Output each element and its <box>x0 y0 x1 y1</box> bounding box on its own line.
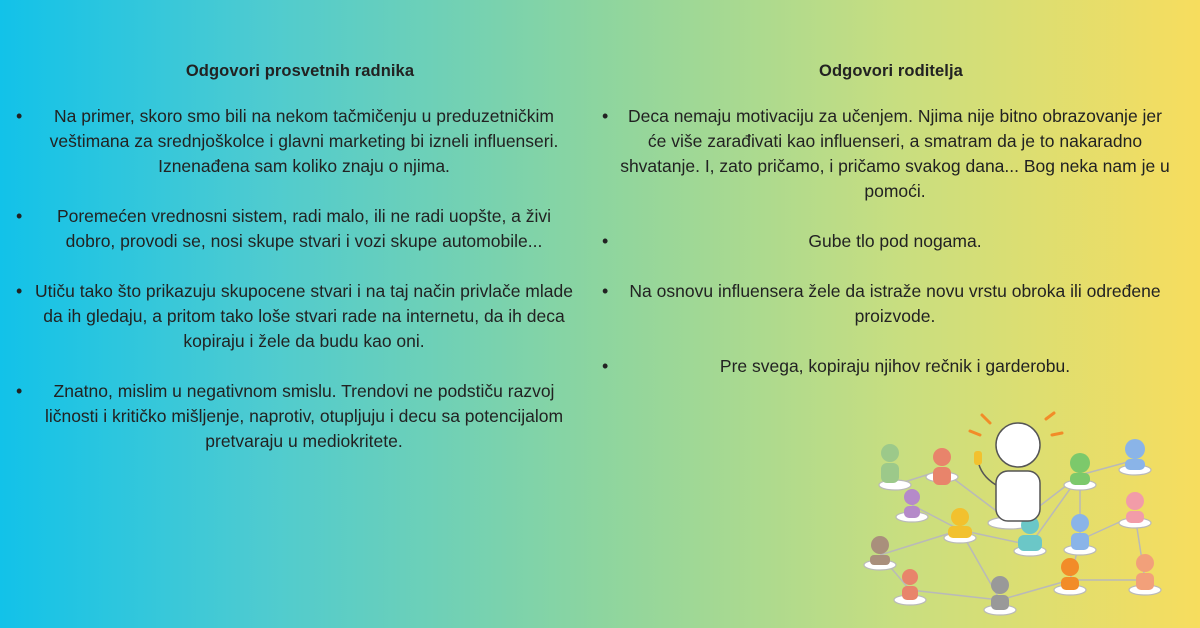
bullet: • <box>16 106 23 126</box>
bullet: • <box>16 381 23 401</box>
teachers-answers-list <box>16 104 580 454</box>
bullet: • <box>602 106 609 126</box>
answer-text: Utiču tako što prikazuju skupocene stvari i na taj način privlače mlade da ih gledaju, a pritom tako loše stvari rade na internetu, da ih deca kopiraju i žele da budu kao oni. <box>35 281 573 351</box>
list-item <box>602 104 1176 204</box>
list-item <box>16 104 580 179</box>
list-item <box>602 354 1176 379</box>
answer-text: Znatno, mislim u negativnom smislu. Trendovi ne podstiču razvoj ličnosti i kritičko mišljenje, naprotiv, otupljuju i decu sa potencijalom pretvaraju u mediokritete. <box>44 381 564 451</box>
teachers-column <box>16 62 580 479</box>
list-item <box>16 279 580 354</box>
list-item <box>602 279 1176 329</box>
influencer-network-icon <box>850 405 1190 625</box>
answer-text: Gube tlo pod nogama. <box>808 231 982 251</box>
list-item <box>602 229 1176 254</box>
list-item <box>16 204 580 254</box>
bullet: • <box>602 281 609 301</box>
bullet: • <box>602 231 609 251</box>
parents-column <box>602 62 1176 404</box>
list-item <box>16 379 580 454</box>
parents-answers-list <box>602 104 1176 379</box>
answer-text: Pre svega, kopiraju njihov rečnik i garderobu. <box>719 356 1071 376</box>
bullet: • <box>16 281 23 301</box>
bullet: • <box>16 206 23 226</box>
answer-text: Deca nemaju motivaciju za učenjem. Njima nije bitno obrazovanje jer će više zarađivati kao influenseri, a smatram da je to nakaradno shvatanje. I, zato pričamo, i pričamo svakog dana... Bog neka nam je u pomoći. <box>620 106 1170 201</box>
answer-text: Na primer, skoro smo bili na nekom tačmičenju u preduzetničkim veštimana za srednjoškolce i glavni marketing bi izneli influenseri. Iznenađena sam koliko znaju o njima. <box>49 106 559 176</box>
bullet: • <box>602 356 609 376</box>
answer-text: Na osnovu influensera žele da istraže novu vrstu obroka ili određene proizvode. <box>629 281 1161 326</box>
teachers-heading: Odgovori prosvetnih radnika <box>185 62 415 80</box>
answer-text: Poremećen vrednosni sistem, radi malo, ili ne radi uopšte, a živi dobro, provodi se, nosi skupe stvari i vozi skupe automobile... <box>56 206 552 251</box>
parents-heading: Odgovori roditelja <box>819 62 963 80</box>
